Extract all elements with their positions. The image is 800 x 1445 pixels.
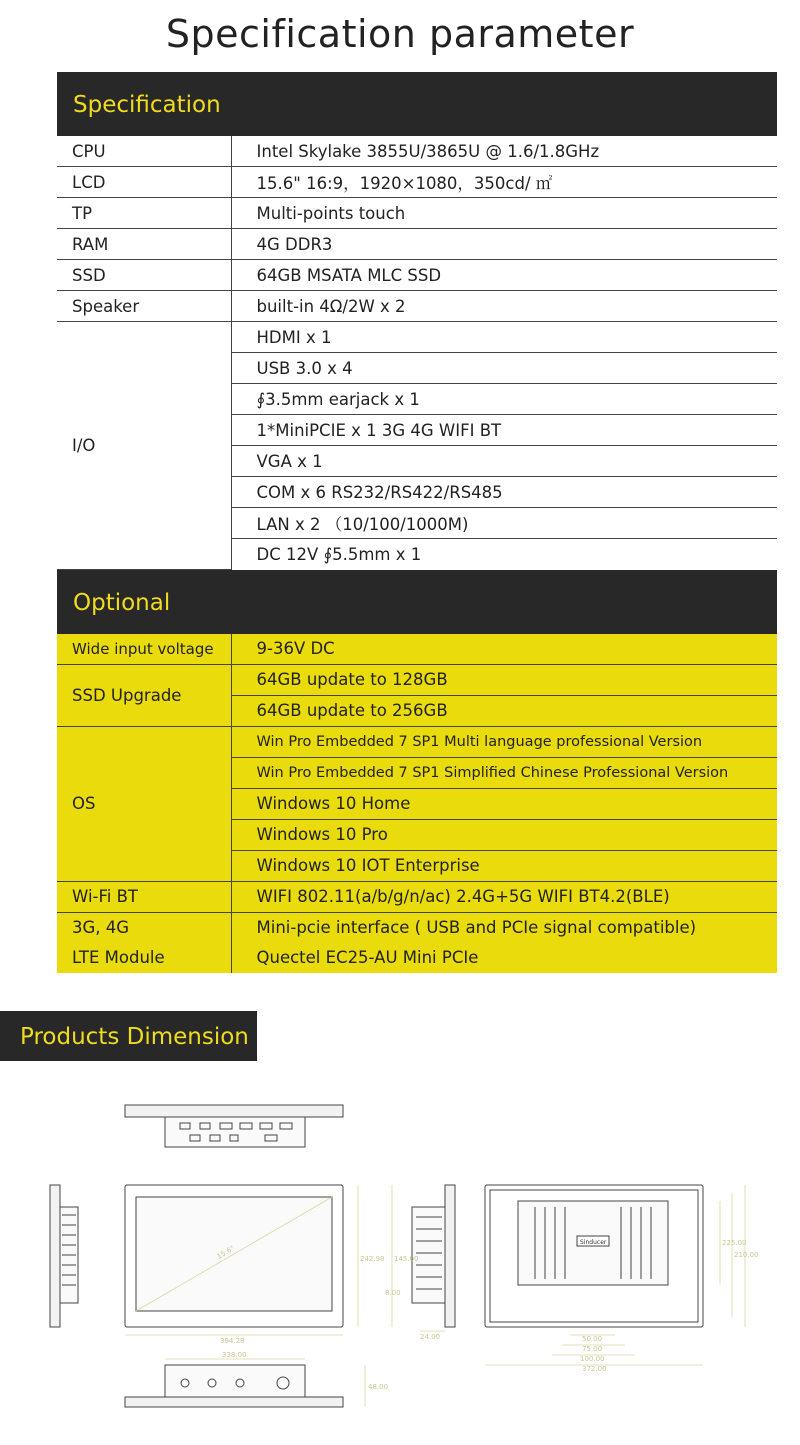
table-row	[57, 726, 777, 757]
optional-value: Quectel EC25-AU Mini PCIe	[231, 943, 777, 973]
bottom-width-label: 338.00	[222, 1351, 247, 1359]
table-row	[57, 912, 777, 943]
rear-badge-label: Sinducer	[580, 1239, 607, 1246]
optional-table	[57, 634, 777, 973]
dimension-drawing	[40, 1095, 760, 1425]
spec-key: RAM	[57, 229, 231, 260]
rear-a-label: 50.00	[582, 1335, 603, 1343]
spec-key: Speaker	[57, 291, 231, 322]
optional-key: SSD Upgrade	[57, 664, 231, 726]
optional-key: Wide input voltage	[57, 634, 231, 665]
rear-view	[485, 1185, 703, 1327]
io-value: DC 12V ∮5.5mm x 1	[231, 539, 777, 570]
table-row	[57, 664, 777, 695]
spec-key: SSD	[57, 260, 231, 291]
optional-value: Win Pro Embedded 7 SP1 Simplified Chinese Professional Version	[231, 757, 777, 788]
optional-value: Windows 10 Home	[231, 788, 777, 819]
io-value: COM x 6 RS232/RS422/RS485	[231, 477, 777, 508]
optional-value: 9-36V DC	[231, 634, 777, 665]
side-a-label: 145.00	[394, 1255, 419, 1263]
optional-key: OS	[57, 726, 231, 881]
side-b-label: 8.00	[385, 1289, 401, 1297]
spec-value: Intel Skylake 3855U/3865U @ 1.6/1.8GHz	[231, 136, 777, 167]
table-row	[57, 136, 777, 167]
io-value: HDMI x 1	[231, 322, 777, 353]
optional-value: Windows 10 Pro	[231, 819, 777, 850]
spec-key-io: I/O	[57, 322, 231, 570]
optional-value: Mini-pcie interface ( USB and PCIe signal compatible)	[231, 912, 777, 943]
optional-key: Wi-Fi BT	[57, 881, 231, 912]
table-row	[57, 881, 777, 912]
bottom-height-label: 48.00	[368, 1383, 389, 1391]
front-view	[125, 1185, 343, 1327]
spec-table-container	[57, 72, 777, 973]
spec-value: 64GB MSATA MLC SSD	[231, 260, 777, 291]
optional-key: LTE Module	[72, 948, 165, 967]
io-value: LAN x 2 （10/100/1000M)	[231, 508, 777, 539]
table-row	[57, 634, 777, 665]
spec-value: Multi-points touch	[231, 198, 777, 229]
io-value: USB 3.0 x 4	[231, 353, 777, 384]
table-row	[57, 167, 777, 198]
io-value: VGA x 1	[231, 446, 777, 477]
dimension-heading: Products Dimension	[0, 1011, 257, 1061]
page-title: Specification parameter	[165, 12, 635, 56]
optional-value: 64GB update to 128GB	[231, 664, 777, 695]
table-row	[57, 229, 777, 260]
optional-value: Win Pro Embedded 7 SP1 Multi language professional Version	[231, 726, 777, 757]
left-side-view	[50, 1185, 78, 1327]
top-view	[125, 1105, 343, 1147]
front-width-label: 394.28	[220, 1337, 245, 1345]
table-row	[57, 260, 777, 291]
spec-table	[57, 136, 777, 570]
side-depth-label: 24.00	[420, 1333, 441, 1341]
spec-key: CPU	[57, 136, 231, 167]
table-row	[57, 198, 777, 229]
spec-value: 4G DDR3	[231, 229, 777, 260]
optional-value: WIFI 802.11(a/b/g/n/ac) 2.4G+5G WIFI BT4.2(BLE)	[231, 881, 777, 912]
diagonal-label: 15.6"	[215, 1244, 236, 1261]
optional-value: 64GB update to 256GB	[231, 695, 777, 726]
optional-key: 3G, 4G	[72, 918, 130, 937]
rear-c-label: 100.00	[580, 1355, 605, 1363]
table-row	[57, 322, 777, 353]
rear-e-label: 225.00	[722, 1239, 747, 1247]
io-value: ∮3.5mm earjack x 1	[231, 384, 777, 415]
rear-d-label: 372.00	[582, 1365, 607, 1373]
io-value: 1*MiniPCIE x 1 3G 4G WIFI BT	[231, 415, 777, 446]
bottom-view	[125, 1365, 343, 1407]
optional-value: Windows 10 IOT Enterprise	[231, 850, 777, 881]
spec-section-heading: Specification	[57, 72, 777, 136]
optional-section-heading: Optional	[57, 570, 777, 634]
spec-value: 15.6" 16:9，1920×1080，350cd/ ㎡	[231, 167, 777, 198]
table-row	[57, 943, 777, 973]
spec-key: TP	[57, 198, 231, 229]
spec-key: LCD	[57, 167, 231, 198]
front-height-label: 242.98	[360, 1255, 385, 1263]
rear-b-label: 75.00	[582, 1345, 603, 1353]
rear-f-label: 210.00	[734, 1251, 759, 1259]
table-row	[57, 291, 777, 322]
spec-value: built-in 4Ω/2W x 2	[231, 291, 777, 322]
